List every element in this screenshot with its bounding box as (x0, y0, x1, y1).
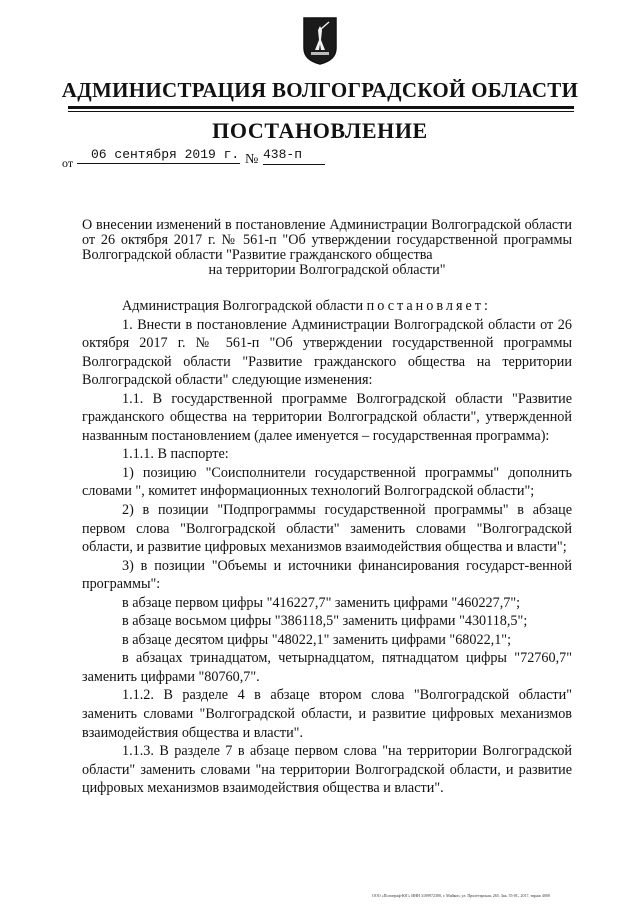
item-3-line-4: в абзацах тринадцатом, четырнадцатом, пятнадцатом цифры "72760,7" заменить цифрами "80760,7". (82, 650, 572, 685)
document-type-title: ПОСТАНОВЛЕНИЕ (212, 118, 428, 143)
subject-line-1: О внесении изменений в постановление Администрации Волгоградской области от 26 октября 2017 г. № 561-п "Об утверждении государственной программы Волгоградской области "Развитие гражданского общества (82, 217, 572, 263)
document-subject (82, 218, 572, 278)
item-3-line-3: в абзаце десятом цифры "48022,1" заменить цифрами "68022,1"; (122, 631, 512, 648)
volgograd-coat-of-arms-icon (302, 16, 338, 66)
intro-decree-word: постановляет: (366, 298, 491, 314)
subject-line-2: на территории Волгоградской области" (208, 262, 446, 278)
organization-name: АДМИНИСТРАЦИЯ ВОЛГОГРАДСКОЙ ОБЛАСТИ (61, 78, 579, 102)
intro-text: Администрация Волгоградской области (122, 298, 367, 314)
document-date: 06 сентября 2019 г. (77, 147, 240, 164)
paragraph-1-1-1: 1.1.1. В паспорте: (122, 446, 229, 463)
printer-imprint: ООО «Полиграф-ЮГ» ИНН 3109972300, г. Майкоп, ул. Пролетарская, 265. Зак. 55-0С, 2017, тираж 4000 (372, 893, 550, 898)
item-3-line-1: в абзаце первом цифры "416227,7" заменить цифрами "460227,7"; (122, 594, 521, 611)
paragraph-1-1-2: 1.1.2. В разделе 4 в абзаце втором слова "Волгоградской области" заменить словами "Волгоградской области, и развитие цифровых механизмов взаимодействия общества и власти". (82, 687, 572, 741)
item-3-line-2: в абзаце восьмом цифры "386118,5" заменить цифрами "430118,5"; (122, 613, 528, 630)
header-rule-thin (68, 111, 574, 112)
item-3: 3) в позиции "Объемы и источники финансирования государст-венной программы": (82, 557, 572, 593)
body-intro (82, 297, 572, 316)
paragraph-1-1-3: 1.1.3. В разделе 7 в абзаце первом слова "на территории Волгоградской области" заменить словами "на территории Волгоградской области, и развитие цифровых механизмов взаимодействия общества и власти". (82, 743, 572, 797)
paragraph-1-1: 1.1. В государственной программе Волгоградской области "Развитие гражданского общества на территории Волгоградской области", утвержденной названным постановлением (далее именуется – государственная программа): (82, 390, 572, 444)
date-prefix: от (62, 156, 74, 170)
number-prefix: № (245, 152, 259, 167)
paragraph-1: 1. Внести в постановление Администрации Волгоградской области от 26 октября 2017 г. № 561-п "Об утверждении государственной программы Волгоградской области "Развитие гражданского общества на территории Волгоградской области" следующие изменения: (82, 316, 572, 389)
document-number: 438-п (263, 147, 325, 165)
header-rule-thick (68, 106, 574, 109)
item-2: 2) в позиции "Подпрограммы государственной программы" в абзаце первом слова "Волгоградской области" заменить словами "Волгоградской области, и развитие цифровых механизмов взаимодействия общества и власти"; (82, 502, 572, 556)
document-body (82, 297, 572, 798)
item-1: 1) позицию "Соисполнители государственной программы" дополнить словами ", комитет информационных технологий Волгоградской области"; (82, 464, 572, 500)
